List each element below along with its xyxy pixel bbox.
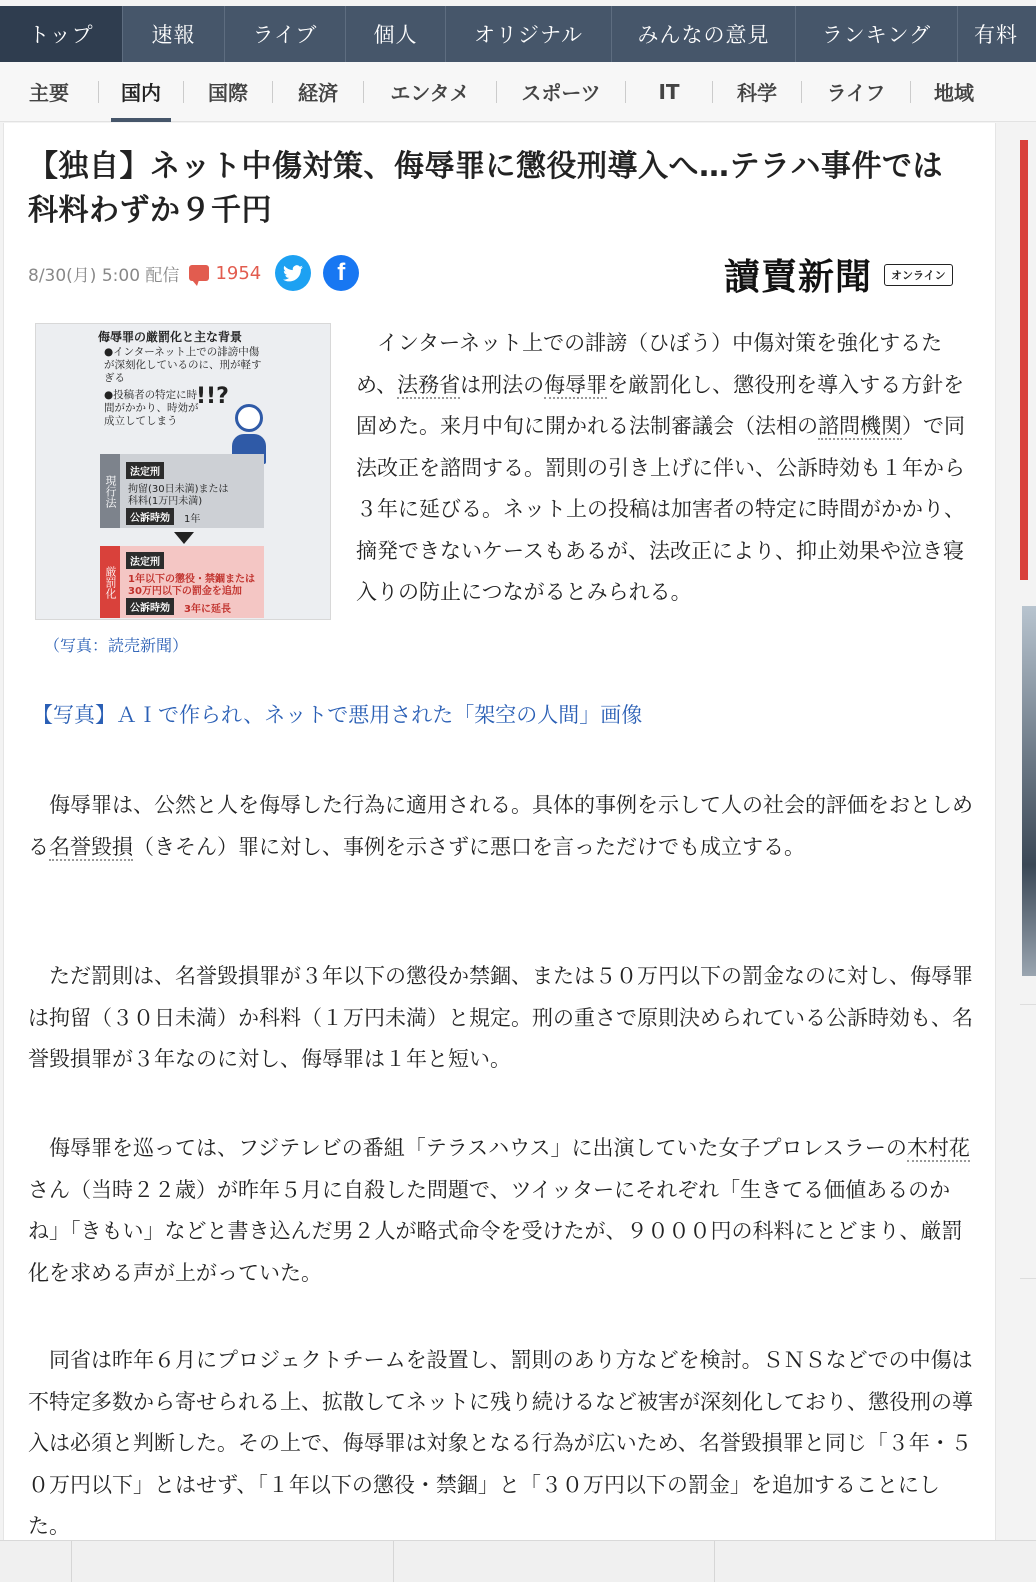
related-photo-link[interactable]: 【写真】ＡＩで作られ、ネットで悪用された「架空の人間」画像 bbox=[32, 703, 643, 727]
tab-ranking[interactable]: ランキング bbox=[796, 6, 958, 62]
body-paragraph bbox=[28, 1128, 978, 1294]
new-penalty-2: 30万円以下の罰金を追加 bbox=[128, 586, 242, 597]
infographic-bullet: ●投稿者の特定に時間がかかり、時効が成立してしまう bbox=[104, 389, 199, 427]
toolbar-segment[interactable] bbox=[394, 1541, 716, 1582]
toolbar-segment[interactable] bbox=[715, 1541, 1036, 1582]
toolbar-segment[interactable] bbox=[0, 1541, 72, 1582]
penalty-tag: 法定刑 bbox=[126, 552, 164, 569]
new-law-box bbox=[102, 546, 264, 618]
tab-paid[interactable]: 有料 bbox=[958, 6, 1036, 62]
current-law-label: 現行法 bbox=[100, 454, 120, 528]
category-domestic[interactable]: 国内 bbox=[99, 62, 183, 122]
text-segment: インターネット上での誹謗（ひぼう）中傷対策を強化するため、 bbox=[356, 331, 943, 397]
publisher-sub-badge: オンライン bbox=[884, 264, 953, 286]
current-law-box bbox=[102, 454, 264, 528]
category-region[interactable]: 地域 bbox=[934, 81, 974, 105]
publisher-logo: 讀賣新聞 bbox=[724, 256, 873, 298]
category-science[interactable]: 科学 bbox=[737, 81, 777, 105]
category-entertainment[interactable]: エンタメ bbox=[390, 81, 470, 105]
facebook-share-icon[interactable]: f bbox=[323, 255, 359, 291]
top-nav bbox=[0, 6, 1036, 62]
divider bbox=[1020, 1278, 1036, 1279]
glossary-link[interactable]: 法務省 bbox=[397, 372, 461, 397]
tab-live[interactable]: ライブ bbox=[225, 6, 346, 62]
article-meta bbox=[28, 253, 359, 293]
bottom-toolbar bbox=[0, 1540, 1036, 1582]
article-headline: 【独自】ネット中傷対策、侮辱罪に懲役刑導入へ…テラハ事件では科料わずか９千円 bbox=[28, 149, 943, 228]
down-arrow-icon bbox=[174, 532, 194, 544]
category-nav bbox=[0, 62, 1036, 122]
tab-original[interactable]: オリジナル bbox=[446, 6, 612, 62]
current-statute: 1年 bbox=[184, 514, 201, 525]
publisher-brand bbox=[724, 249, 953, 300]
publish-date: 8/30(月) 5:00 配信 bbox=[28, 265, 180, 286]
text-segment: さん（当時２２歳）が昨年５月に自殺した問題で、ツイッターにそれぞれ「生きてる価値あるのかね」「きもい」などと書き込んだ男２人が略式命令を受けたが、９０００円の科料にとどまり、厳罰化を求める声が上がっていた。 bbox=[28, 1177, 963, 1285]
lead-paragraph bbox=[356, 323, 976, 614]
toolbar-segment[interactable] bbox=[72, 1541, 394, 1582]
glossary-link[interactable]: 名誉毀損 bbox=[49, 834, 133, 859]
comment-icon[interactable] bbox=[189, 265, 209, 281]
text-segment: （きそん）罪に対し、事例を示さずに悪口を言っただけでも成立する。 bbox=[133, 834, 805, 859]
glossary-link[interactable]: 侮辱罪 bbox=[544, 372, 608, 397]
current-penalty-2: 科料(1万円未満) bbox=[128, 496, 203, 507]
infographic-bullet: ●インターネット上での誹謗中傷が深刻化しているのに、刑が軽すぎる bbox=[104, 346, 262, 384]
text-segment: を厳罰化し、懲役刑を導入する方針を固めた。来月中旬に開かれる法制審議会（法相の bbox=[356, 372, 965, 438]
text-segment: は刑法の bbox=[460, 372, 545, 397]
glossary-link[interactable]: 木村花 bbox=[906, 1136, 970, 1160]
exclamation-burst-icon: !!? bbox=[196, 384, 229, 409]
category-international[interactable]: 国際 bbox=[208, 81, 248, 105]
category-life[interactable]: ライフ bbox=[826, 81, 886, 105]
article-card bbox=[3, 123, 996, 1582]
body-paragraph: 同省は昨年６月にプロジェクトチームを設置し、罰則のあり方などを検討。ＳＮＳなどでの中傷は不特定多数から寄せられる上、拡散してネットに残り続けるなど被害が深刻化しており、懲役刑の導入は必須と判断した。その上で、侮辱罪は対象となる行為が広いため、名誉毀損罪と同じ「３年・５０万円以下」とはせず、「１年以下の懲役・禁錮」と「３０万円以下の罰金」を追加することにした。 bbox=[28, 1348, 973, 1538]
infographic-title: 侮辱罪の厳罰化と主な背景 bbox=[98, 330, 243, 344]
sidebar-thumbnail-edge[interactable] bbox=[1022, 606, 1036, 976]
tab-top[interactable]: トップ bbox=[0, 6, 123, 62]
body-paragraph: ただ罰則は、名誉毀損罪が３年以下の懲役か禁錮、または５０万円以下の罰金なのに対し、侮辱罪は拘留（３０日未満）か科料（１万円未満）と規定。刑の重さで原則決められている公訴時効も、名誉毀損罪が３年なのに対し、侮辱罪は１年と短い。 bbox=[28, 964, 973, 1071]
statute-tag: 公訴時効 bbox=[126, 508, 174, 525]
category-main[interactable]: 主要 bbox=[29, 81, 69, 105]
text-segment: 侮辱罪を巡っては、フジテレビの番組「テラスハウス」に出演していた女子プロレスラーの bbox=[49, 1136, 907, 1160]
current-penalty: 拘留(30日未満)または bbox=[128, 484, 229, 495]
new-penalty: 1年以下の懲役・禁錮または bbox=[128, 574, 255, 585]
twitter-share-icon[interactable] bbox=[275, 255, 311, 291]
text-segment: 侮辱罪は、公然と人を侮辱した行為に適用される。具体的事例を示して人の社会的評価をおとしめる bbox=[28, 793, 973, 859]
new-statute: 3年に延長 bbox=[184, 604, 231, 615]
new-law-label: 厳罰化 bbox=[100, 546, 120, 618]
sidebar-accent-edge bbox=[1020, 140, 1028, 580]
divider bbox=[1020, 1004, 1036, 1005]
image-caption: （写真：読売新聞） bbox=[44, 636, 189, 655]
infographic-image[interactable] bbox=[35, 323, 331, 620]
penalty-tag: 法定刑 bbox=[126, 462, 164, 479]
tab-individual[interactable]: 個人 bbox=[346, 6, 446, 62]
statute-tag: 公訴時効 bbox=[126, 598, 174, 615]
body-paragraph bbox=[28, 785, 978, 868]
category-it[interactable]: IT bbox=[658, 79, 680, 104]
glossary-link[interactable]: 諮問機関 bbox=[818, 414, 902, 438]
comment-count[interactable]: 1954 bbox=[215, 262, 262, 284]
text-segment: ）で同法改正を諮問する。罰則の引き上げに伴い、公訴時効も１年から３年に延びる。ネット上の投稿は加害者の特定に時間がかかり、摘発できないケースもあるが、法改正により、抑止効果や泣き寝入りの防止につながるとみられる。 bbox=[356, 414, 965, 604]
category-economy[interactable]: 経済 bbox=[298, 81, 338, 105]
category-sports[interactable]: スポーツ bbox=[521, 81, 601, 105]
tab-opinions[interactable]: みんなの意見 bbox=[612, 6, 796, 62]
tab-breaking[interactable]: 速報 bbox=[123, 6, 225, 62]
